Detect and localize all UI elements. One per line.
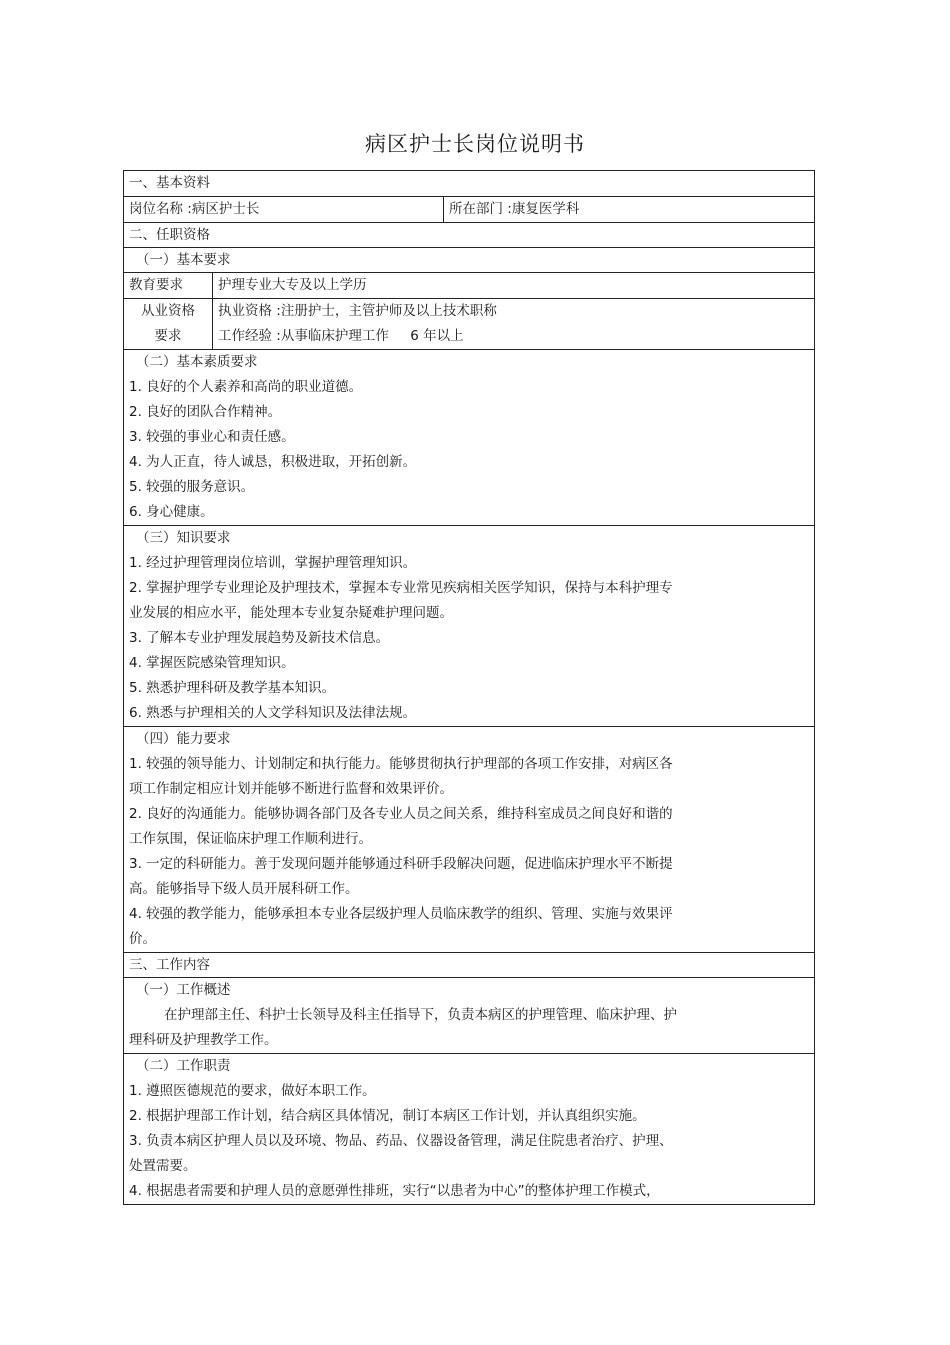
education-label: 教育要求: [124, 273, 213, 298]
department-name: 所在部门 :康复医学科: [449, 201, 580, 217]
section-basic-heading: 一、基本资料: [129, 175, 210, 191]
list-item: 6. 熟悉与护理相关的人文学科知识及法律法规。: [129, 705, 417, 721]
overview-section: [124, 977, 814, 1053]
certification-row: [124, 298, 814, 349]
license-requirement: 执业资格 :注册护士，主管护师及以上技术职称: [218, 303, 497, 319]
ability-heading: （四）能力要求: [136, 731, 231, 747]
list-item: 业发展的相应水平，能处理本专业复杂疑难护理问题。: [129, 605, 453, 621]
list-item: 2. 掌握护理学专业理论及护理技术，掌握本专业常见疾病相关医学知识，保持与本科护理专: [129, 580, 673, 596]
list-item: 2. 良好的沟通能力。能够协调各部门及各专业人员之间关系，维持科室成员之间良好和谐的: [129, 806, 673, 822]
list-item: 3. 负责本病区护理人员以及环境、物品、药品、仪器设备管理，满足住院患者治疗、护理、: [129, 1133, 673, 1149]
list-item: 2. 良好的团队合作精神。: [129, 404, 282, 420]
education-row: [124, 272, 814, 298]
list-item: 1. 经过护理管理岗位培训，掌握护理管理知识。: [129, 555, 417, 571]
list-item: 5. 较强的服务意识。: [129, 479, 255, 495]
list-item: 4. 掌握医院感染管理知识。: [129, 655, 295, 671]
list-item: 5. 熟悉护理科研及教学基本知识。: [129, 680, 336, 696]
duties-section: [124, 1053, 814, 1204]
experience-requirement: 工作经验 :从事临床护理工作 6 年以上: [218, 328, 464, 344]
list-item: 1. 良好的个人素养和高尚的职业道德。: [129, 379, 363, 395]
list-item: 3. 较强的事业心和责任感。: [129, 429, 295, 445]
quality-section: [124, 349, 814, 525]
document-title: 病区护士长岗位说明书: [365, 132, 585, 156]
list-item: 1. 遵照医德规范的要求，做好本职工作。: [129, 1083, 376, 1099]
education-value: 护理专业大专及以上学历: [218, 277, 367, 293]
ability-section: [124, 726, 814, 952]
list-item: 工作氛围，保证临床护理工作顺利进行。: [129, 831, 372, 847]
overview-text: 理科研及护理教学工作。: [129, 1032, 278, 1048]
basic-requirements-heading: （一）基本要求: [124, 247, 814, 272]
overview-heading: （一）工作概述: [136, 982, 231, 998]
list-item: 4. 为人正直，待人诚恳，积极进取，开拓创新。: [129, 454, 417, 470]
list-item: 价。: [129, 931, 156, 947]
duties-heading: （二）工作职责: [136, 1058, 231, 1074]
certification-label-line: 要求: [154, 328, 182, 344]
list-item: 3. 了解本专业护理发展趋势及新技术信息。: [129, 630, 390, 646]
section-work-heading: 三、工作内容: [124, 952, 814, 977]
list-item: 4. 根据患者需要和护理人员的意愿弹性排班，实行“以患者为中心”的整体护理工作模式，: [129, 1183, 660, 1199]
list-item: 项工作制定相应计划并能够不断进行监督和效果评价。: [129, 781, 453, 797]
position-row: [124, 196, 814, 222]
list-item: 2. 根据护理部工作计划，结合病区具体情况，制订本病区工作计划，并认真组织实施。: [129, 1108, 646, 1124]
knowledge-heading: （三）知识要求: [136, 530, 231, 546]
overview-text: 在护理部主任、科护士长领导及科主任指导下，负责本病区的护理管理、临床护理、护: [164, 1007, 677, 1023]
certification-values: [213, 299, 814, 349]
list-item: 高。能够指导下级人员开展科研工作。: [129, 881, 359, 897]
list-item: 3. 一定的科研能力。善于发现问题并能够通过科研手段解决问题，促进临床护理水平不断提: [129, 856, 673, 872]
list-item: 6. 身心健康。: [129, 504, 214, 520]
position-name: 岗位名称 :病区护士长: [124, 197, 444, 222]
certification-label-line: 从业资格: [141, 303, 195, 319]
list-item: 4. 较强的教学能力，能够承担本专业各层级护理人员临床教学的组织、管理、实施与效果评: [129, 906, 673, 922]
quality-heading: （二）基本素质要求: [136, 354, 258, 370]
knowledge-section: [124, 525, 814, 726]
list-item: 处置需要。: [129, 1158, 197, 1174]
section-qualifications-heading: 二、任职资格: [124, 222, 814, 247]
certification-label: [124, 299, 213, 349]
job-description-table: [123, 170, 815, 1205]
list-item: 1. 较强的领导能力、计划制定和执行能力。能够贯彻执行护理部的各项工作安排，对病区各: [129, 756, 673, 772]
